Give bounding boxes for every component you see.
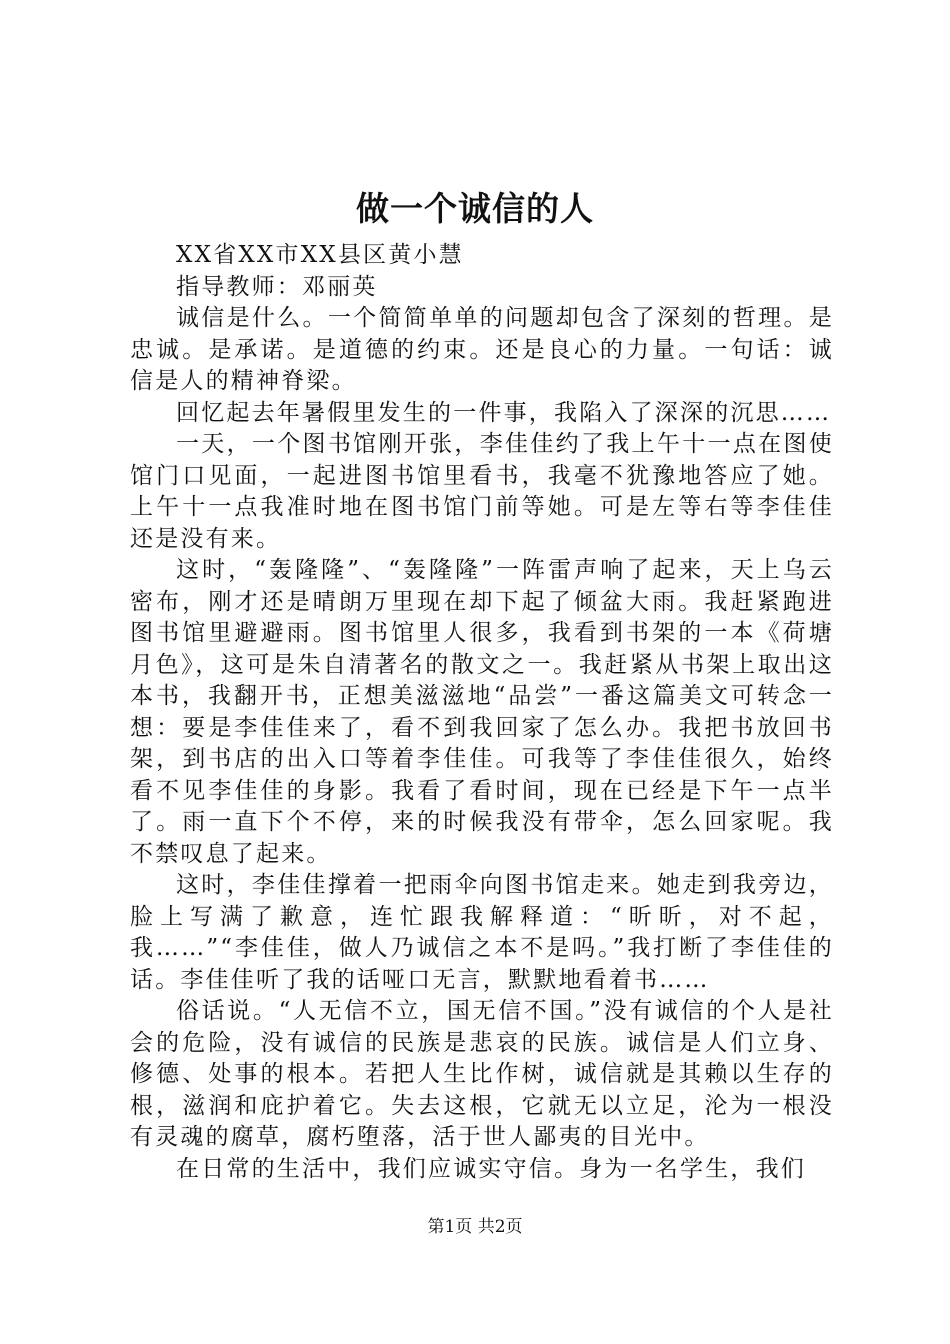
author-line: XX省XX市XX县区黄小慧: [176, 242, 464, 268]
paragraph: 这时，“轰隆隆”、“轰隆隆”一阵雷声响了起来，天上乌云密布，刚才还是晴朗万里现在却下起了倾盆大雨。我赶紧跑进图书馆里避避雨。图书馆里人很多，我看到书架的一本《荷塘月色》，这可是朱自清著名的散文之一。我赶紧从书架上取出这本书，我翻开书，正想美滋滋地“品尝”一番这篇美文可转念一想：要是李佳佳来了，看不到我回家了怎么办。我把书放回书架，到书店的出入口等着李佳佳。可我等了李佳佳很久，始终看不见李佳佳的身影。我看了看时间，现在已经是下午一点半了。雨一直下个不停，来的时候我没有带伞，怎么回家呢。我不禁叹息了起来。: [130, 557, 834, 867]
paragraph: 诚信是什么。一个简简单单的问题却包含了深刻的哲理。是忠诚。是承诺。是道德的约束。还是良心的力量。一句话：诚信是人的精神脊梁。: [130, 305, 834, 394]
paragraph: 回忆起去年暑假里发生的一件事，我陷入了深深的沉思……: [176, 399, 832, 426]
teacher-line: 指导教师：邓丽英: [176, 273, 378, 300]
paragraph: 俗话说。“人无信不立，国无信不国。”没有诚信的个人是社会的危险，没有诚信的民族是悲哀的民族。诚信是人们立身、修德、处事的根本。若把人生比作树，诚信就是其赖以生存的根，滋润和庇护着它。失去这根，它就无以立足，沦为一根没有灵魂的腐草，腐朽堕落，活于世人鄙夷的目光中。: [130, 998, 834, 1150]
document-title: 做一个诚信的人: [356, 189, 594, 228]
document-body: [130, 240, 834, 1185]
paragraph: 这时，李佳佳撑着一把雨伞向图书馆走来。她走到我旁边，脸上写满了歉意，连忙跟我解释道：“昕昕，对不起，我……”“李佳佳，做人乃诚信之本不是吗。”我打断了李佳佳的话。李佳佳听了我的话哑口无言，默默地看着书……: [130, 872, 834, 993]
paragraph: 在日常的生活中，我们应诚实守信。身为一名学生，我们: [176, 1155, 806, 1182]
page-footer: 第1页 共2页: [427, 1217, 523, 1237]
paragraph: 一天，一个图书馆刚开张，李佳佳约了我上午十一点在图使馆门口见面，一起进图书馆里看书，我毫不犹豫地答应了她。上午十一点我准时地在图书馆门前等她。可是左等右等李佳佳还是没有来。: [130, 431, 834, 552]
